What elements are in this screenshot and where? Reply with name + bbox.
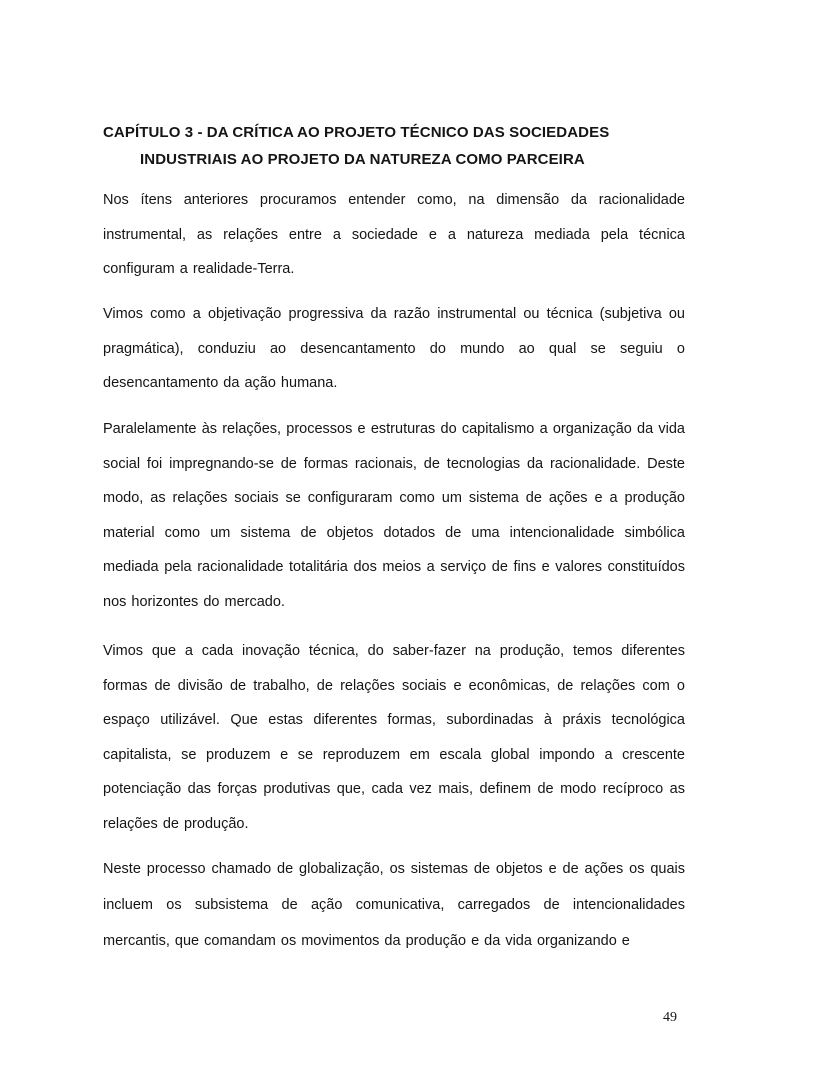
paragraph: Paralelamente às relações, processos e estruturas do capitalismo a organização da vida social foi impregnando-se de formas racionais, de tecnologias da racionalidade. Deste modo, as relações sociais se configuraram como um sistema de ações e a produção material como um sistema de objetos dotados de uma intencionalidade simbólica mediada pela racionalidade totalitária dos meios a serviço de fins e valores constituídos nos horizontes do mercado. (103, 421, 685, 610)
page-number: 49 (663, 1010, 677, 1025)
chapter-heading (103, 119, 723, 173)
paragraph: Nos ítens anteriores procuramos entender como, na dimensão da racionalidade instrumental, as relações entre a sociedade e a natureza mediada pela técnica configuram a realidade-Terra. (103, 192, 685, 277)
paragraph: Vimos que a cada inovação técnica, do saber-fazer na produção, temos diferentes formas de divisão de trabalho, de relações sociais e econômicas, de relações com o espaço utilizável. Que estas diferentes formas, subordinadas à práxis tecnológica capitalista, se produzem e se reproduzem em escala global impondo a crescente potenciação das forças produtivas que, cada vez mais, definem de modo recíproco as relações de produção. (103, 643, 685, 832)
paragraph: Vimos como a objetivação progressiva da razão instrumental ou técnica (subjetiva ou pragmática), conduziu ao desencantamento do mundo ao qual se seguiu o desencantamento da ação humana. (103, 306, 685, 391)
paragraph: Neste processo chamado de globalização, os sistemas de objetos e de ações os quais incluem os subsistema de ação comunicativa, carregados de intencionalidades mercantis, que comandam os movimentos da produção e da vida organizando e (103, 861, 685, 949)
chapter-title-line-1: CAPÍTULO 3 - DA CRÍTICA AO PROJETO TÉCNICO DAS SOCIEDADES (103, 124, 610, 141)
chapter-title-line-2: INDUSTRIAIS AO PROJETO DA NATUREZA COMO PARCEIRA (140, 151, 585, 168)
